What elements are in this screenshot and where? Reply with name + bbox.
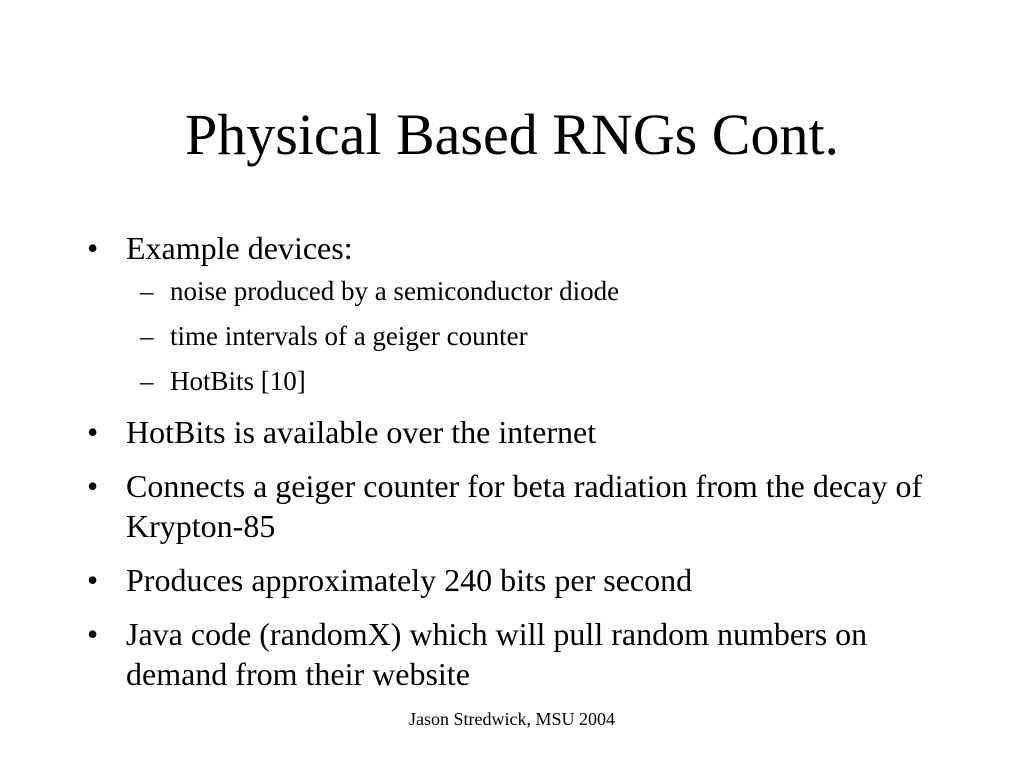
sub-bullet-text: time intervals of a geiger counter bbox=[170, 321, 528, 351]
sub-bullet-list bbox=[126, 274, 947, 398]
bullet-text: Produces approximately 240 bits per second bbox=[126, 562, 693, 598]
slide-title: Physical Based RNGs Cont. bbox=[184, 102, 840, 167]
bullet-item bbox=[87, 228, 947, 398]
bullet-text: HotBits is available over the internet bbox=[126, 414, 597, 450]
bullet-marker: • bbox=[87, 616, 99, 652]
bullet-text: Example devices: bbox=[126, 230, 353, 266]
sub-bullet-item bbox=[126, 319, 947, 353]
dash-marker: – bbox=[140, 321, 154, 351]
bullet-item bbox=[87, 466, 947, 546]
dash-marker: – bbox=[140, 276, 154, 306]
bullet-text: Java code (randomX) which will pull random numbers on demand from their website bbox=[126, 616, 868, 692]
bullet-list bbox=[87, 228, 947, 694]
slide-footer: Jason Stredwick, MSU 2004 bbox=[409, 709, 615, 729]
bullet-item bbox=[87, 412, 947, 452]
dash-marker: – bbox=[140, 366, 154, 396]
bullet-item bbox=[87, 560, 947, 600]
bullet-text: Connects a geiger counter for beta radiation from the decay of Krypton-85 bbox=[126, 468, 923, 544]
sub-bullet-text: noise produced by a semiconductor diode bbox=[170, 276, 620, 306]
bullet-marker: • bbox=[87, 230, 99, 266]
bullet-marker: • bbox=[87, 414, 99, 450]
sub-bullet-text: HotBits [10] bbox=[170, 366, 306, 396]
sub-bullet-item bbox=[126, 364, 947, 398]
bullet-marker: • bbox=[87, 562, 99, 598]
sub-bullet-item bbox=[126, 274, 947, 308]
bullet-item bbox=[87, 614, 947, 694]
bullet-marker: • bbox=[87, 468, 99, 504]
